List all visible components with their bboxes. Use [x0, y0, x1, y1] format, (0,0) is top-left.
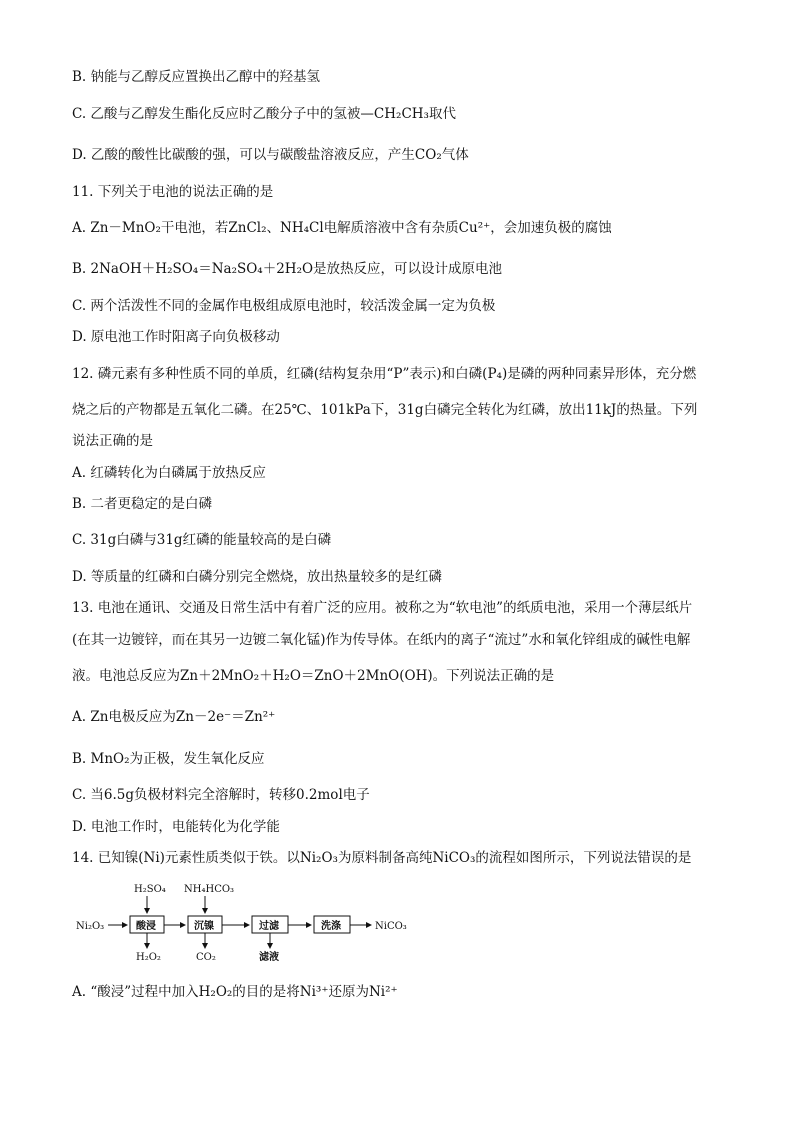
line-13b: B. MnO₂为正极，发生氧化反应	[72, 751, 265, 767]
line-11b: B. 2NaOH＋H₂SO₄＝Na₂SO₄＋2H₂O是放热反应，可以设计成原电池	[72, 261, 503, 277]
line-12b: B. 二者更稳定的是白磷	[72, 496, 213, 512]
question-12-stem-3: 说法正确的是	[72, 433, 153, 449]
line-11d: D. 原电池工作时阳离子向负极移动	[72, 329, 280, 345]
line-10d: D. 乙酸的酸性比碳酸的强，可以与碳酸盐溶液反应，产生CO₂气体	[72, 147, 469, 163]
process-flowchart	[72, 880, 432, 970]
flow-input-label: H₂SO₄	[134, 884, 166, 895]
line-13d: D. 电池工作时，电能转化为化学能	[72, 819, 280, 835]
line-14a: A. “酸浸”过程中加入H₂O₂的目的是将Ni³⁺还原为Ni²⁺	[72, 984, 398, 1000]
flow-start-label: Ni₂O₃	[76, 921, 105, 932]
question-12-stem-2: 烧之后的产物都是五氧化二磷。在25℃、101kPa下，31g白磷完全转化为红磷，放出11kJ的热量。下列	[72, 402, 698, 418]
flow-byproduct-label: CO₂	[196, 952, 216, 963]
question-13-stem-3: 液。电池总反应为Zn＋2MnO₂＋H₂O＝ZnO＋2MnO(OH)。下列说法正确的是	[72, 668, 555, 684]
line-11a: A. Zn－MnO₂干电池，若ZnCl₂、NH₄Cl电解质溶液中含有杂质Cu²⁺，会加速负极的腐蚀	[72, 220, 612, 236]
flow-step-label: 过滤	[259, 921, 279, 932]
flow-end-label: NiCO₃	[375, 921, 407, 932]
flow-step-label: 沉镍	[194, 921, 214, 932]
line-10b: B. 钠能与乙醇反应置换出乙醇中的羟基氢	[72, 69, 321, 85]
line-10c: C. 乙酸与乙醇发生酯化反应时乙酸分子中的氢被—CH₂CH₃取代	[72, 106, 456, 122]
flow-byproduct-label: H₂O₂	[136, 952, 161, 963]
line-11c: C. 两个活泼性不同的金属作电极组成原电池时，较活泼金属一定为负极	[72, 298, 496, 314]
line-13c: C. 当6.5g负极材料完全溶解时，转移0.2mol电子	[72, 787, 370, 803]
question-12-stem-1: 12. 磷元素有多种性质不同的单质，红磷(结构复杂用“P”表示)和白磷(P₄)是磷的两种同素异形体，充分燃	[72, 366, 697, 382]
line-12c: C. 31g白磷与31g红磷的能量较高的是白磷	[72, 532, 332, 548]
question-13-stem-1: 13. 电池在通讯、交通及日常生活中有着广泛的应用。被称之为“软电池”的纸质电池，采用一个薄层纸片	[72, 600, 693, 616]
flow-step-label: 洗涤	[321, 921, 341, 932]
flow-input-label: NH₄HCO₃	[184, 884, 235, 895]
line-13a: A. Zn电极反应为Zn－2e⁻＝Zn²⁺	[72, 709, 276, 725]
line-12a: A. 红磷转化为白磷属于放热反应	[72, 465, 266, 481]
flow-step-label: 酸浸	[136, 921, 156, 932]
question-14-stem: 14. 已知镍(Ni)元素性质类似于铁。以Ni₂O₃为原料制备高纯NiCO₃的流程如图所示，下列说法错误的是	[72, 850, 692, 866]
line-12d: D. 等质量的红磷和白磷分别完全燃烧，放出热量较多的是红磷	[72, 569, 442, 585]
flow-byproduct-label: 滤液	[259, 952, 279, 963]
question-13-stem-2: (在其一边镀锌，而在其另一边镀二氧化锰)作为传导体。在纸内的离子“流过”水和氧化锌组成的碱性电解	[72, 632, 691, 648]
question-11-stem: 11. 下列关于电池的说法正确的是	[72, 184, 274, 200]
